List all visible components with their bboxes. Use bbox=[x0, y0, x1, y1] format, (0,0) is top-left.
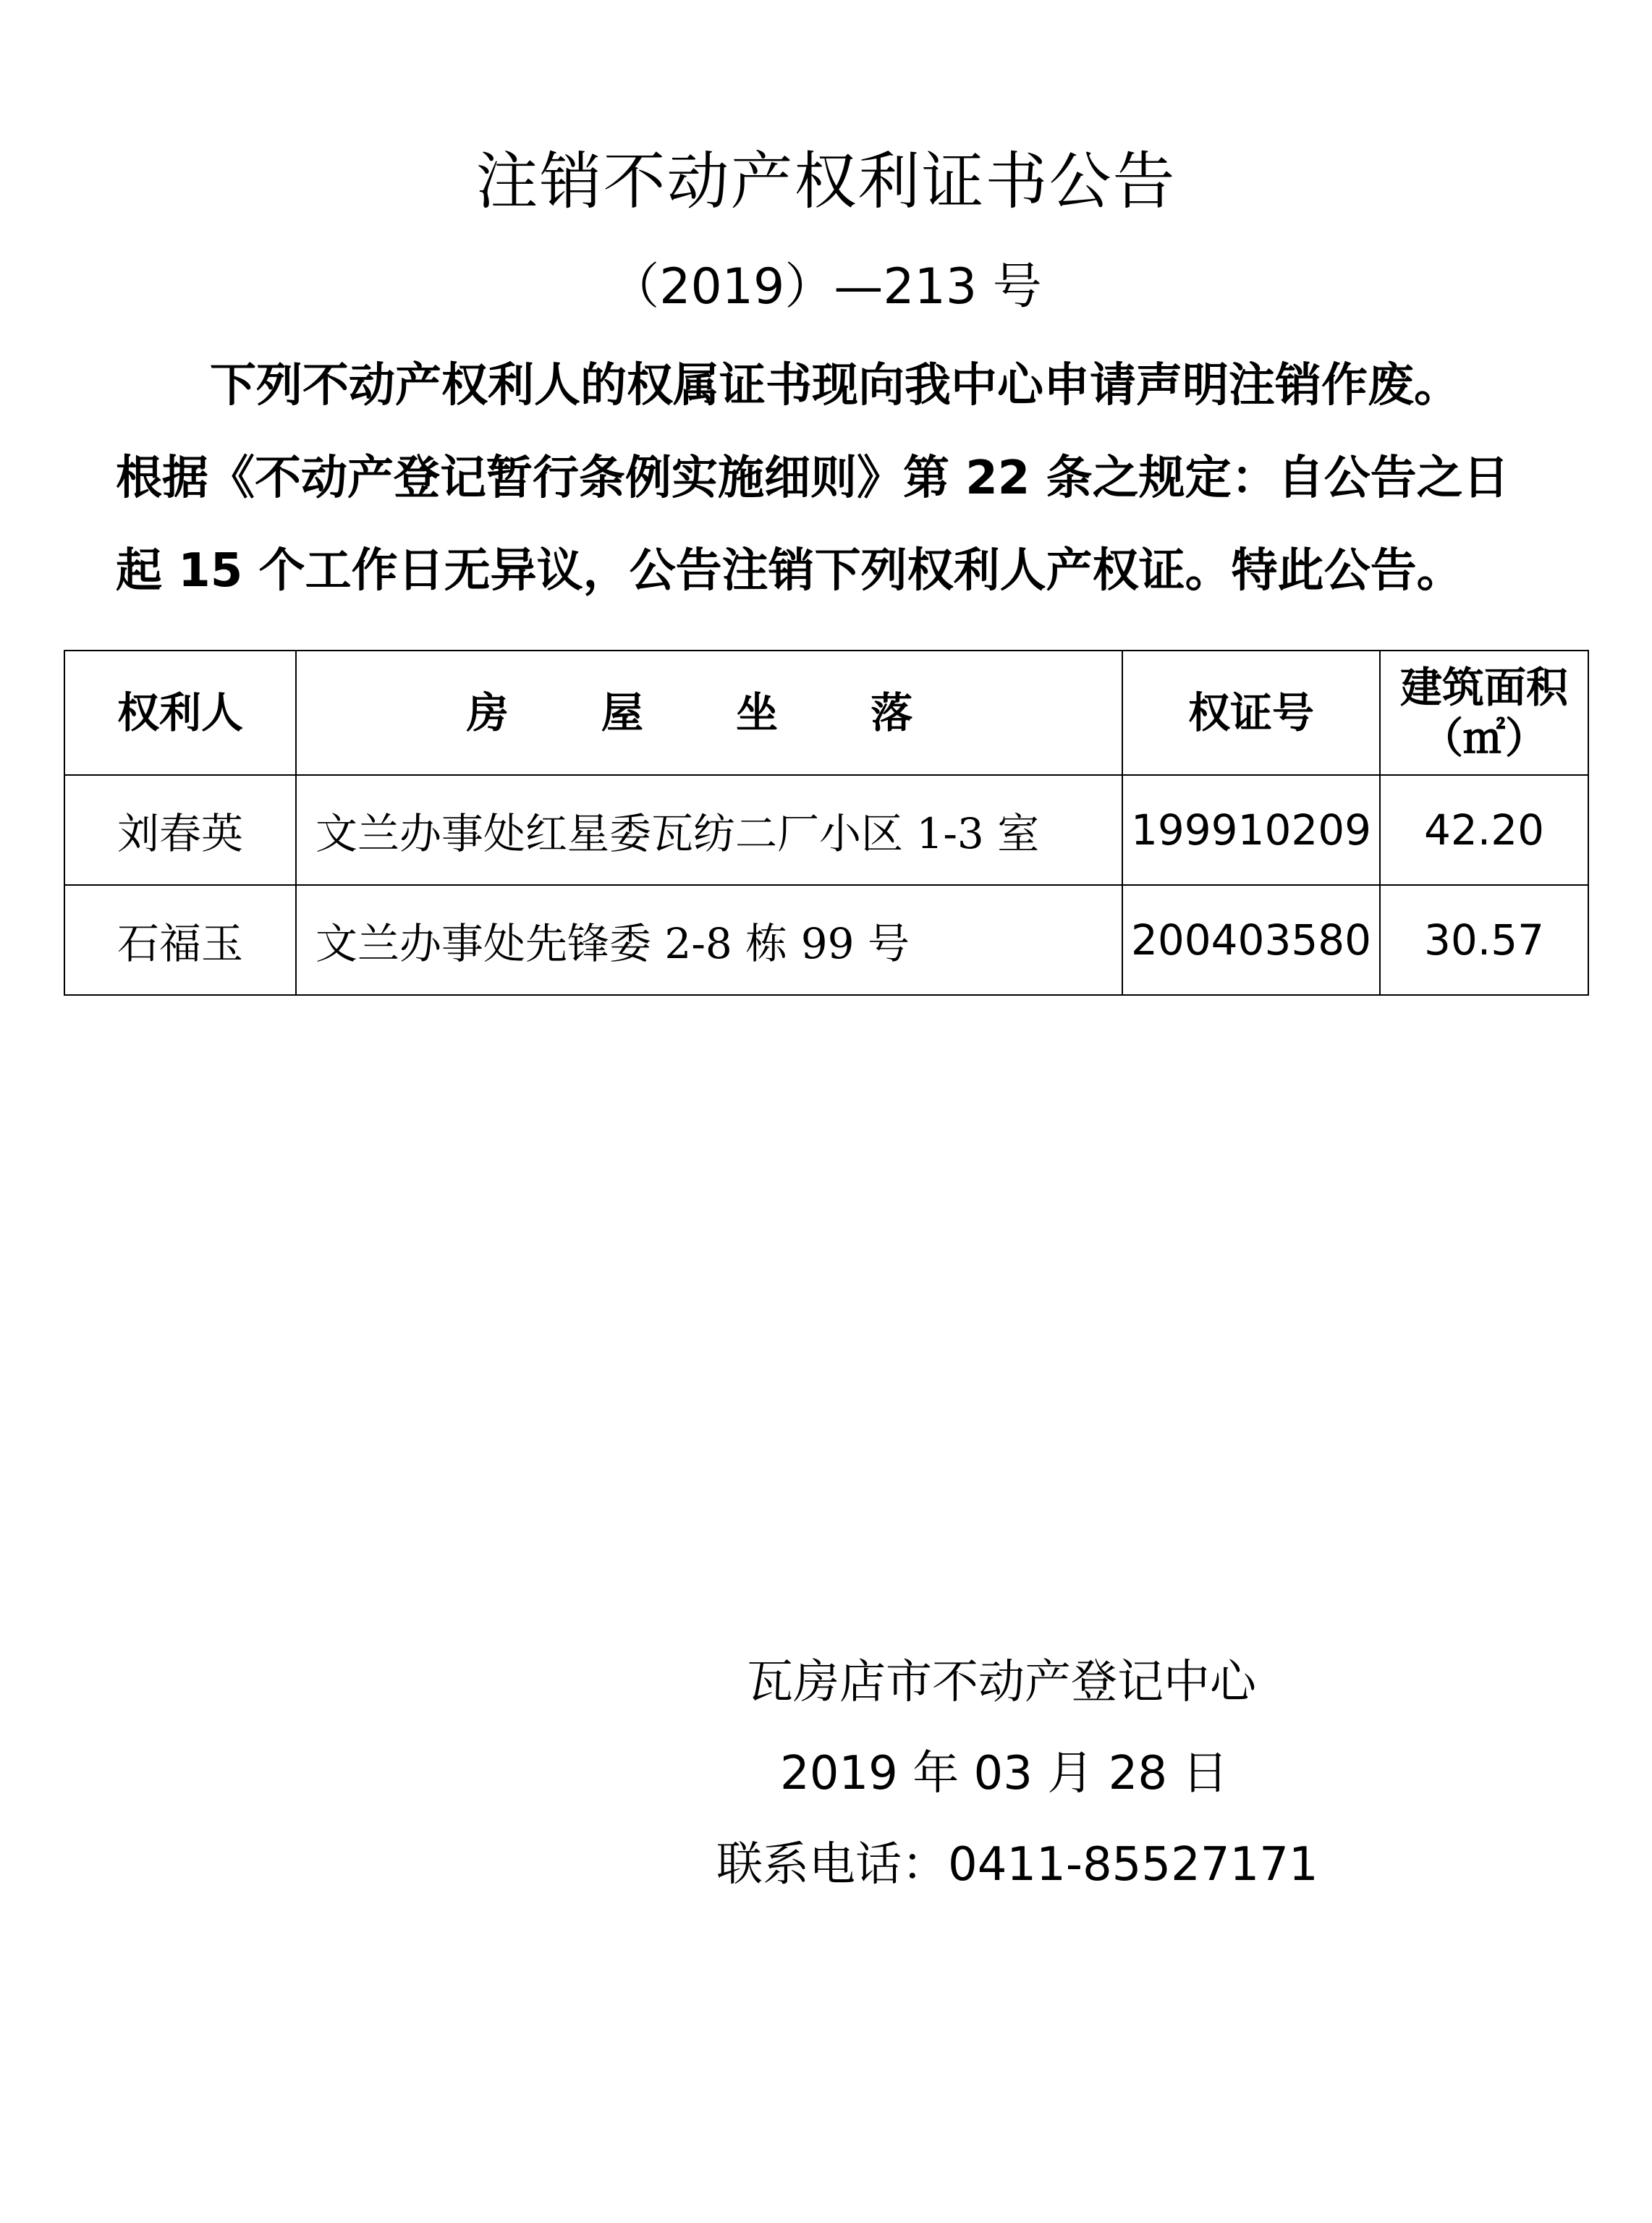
cell-holder: 刘春英 bbox=[64, 775, 296, 885]
table-header-row bbox=[64, 651, 1588, 775]
notice-paragraph-line-1: 下列不动产权利人的权属证书现向我中心申请声明注销作废。 bbox=[210, 359, 1460, 412]
issue-date: 2019 年 03 月 28 日 bbox=[780, 1747, 1229, 1800]
notice-title: 注销不动产权利证书公告 bbox=[475, 145, 1177, 218]
cell-location: 文兰办事处先锋委 2-8 栋 99 号 bbox=[296, 885, 1122, 995]
header-cert-no: 权证号 bbox=[1122, 651, 1380, 775]
document-number: （2019）—213 号 bbox=[610, 258, 1042, 316]
header-holder: 权利人 bbox=[64, 651, 296, 775]
header-area bbox=[1380, 651, 1588, 775]
issuer-name: 瓦房店市不动产登记中心 bbox=[747, 1656, 1256, 1709]
cell-area: 42.20 bbox=[1380, 775, 1588, 885]
header-area-label: 建筑面积 bbox=[1399, 663, 1568, 712]
cell-cert-no: 200403580 bbox=[1122, 885, 1380, 995]
table-row bbox=[64, 775, 1588, 885]
cancelled-certificates-table bbox=[64, 650, 1589, 996]
cell-area: 30.57 bbox=[1380, 885, 1588, 995]
cell-holder: 石福玉 bbox=[64, 885, 296, 995]
table-row bbox=[64, 885, 1588, 995]
header-area-unit: （㎡） bbox=[1420, 714, 1547, 763]
notice-paragraph-line-3: 起 15 个工作日无异议，公告注销下列权利人产权证。特此公告。 bbox=[116, 544, 1463, 598]
cell-cert-no: 199910209 bbox=[1122, 775, 1380, 885]
cell-location: 文兰办事处红星委瓦纺二厂小区 1-3 室 bbox=[296, 775, 1122, 885]
header-location-label: 房 屋 坐 落 bbox=[466, 688, 952, 737]
notice-paragraph-line-2: 根据《不动产登记暂行条例实施细则》第 22 条之规定：自公告之日 bbox=[116, 452, 1509, 505]
contact-phone: 联系电话：0411-85527171 bbox=[716, 1838, 1318, 1892]
header-location bbox=[296, 651, 1122, 775]
